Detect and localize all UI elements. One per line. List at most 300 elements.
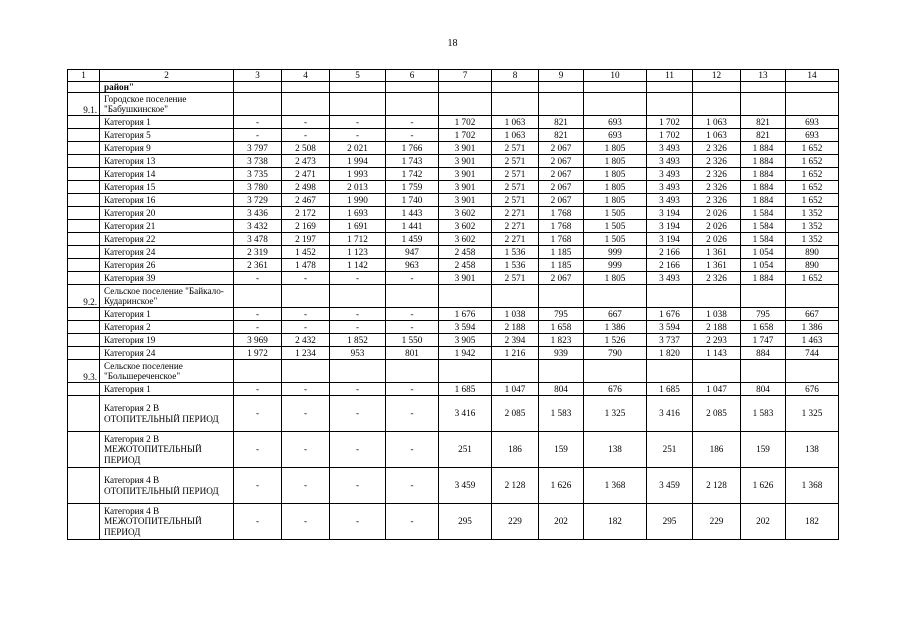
table-cell [282,93,330,116]
table-cell: 1 676 [647,308,693,321]
table-cell: 963 [386,259,439,272]
row-name: Категория 1 [100,308,234,321]
table-cell: 1 352 [786,207,839,220]
table-row [68,129,839,142]
table-cell: 3 432 [234,220,282,233]
table-cell: 2 013 [330,181,386,194]
table-cell [786,360,839,383]
row-number [68,81,100,93]
table-cell: - [386,116,439,129]
table-cell: 1 452 [282,246,330,259]
row-name: Категория 4 В ОТОПИТЕЛЬНЫЙ ПЕРИОД [100,468,234,504]
table-cell: 1 652 [786,155,839,168]
table-cell [539,360,584,383]
table-cell: 2 571 [492,142,539,155]
row-number [68,181,100,194]
table-cell: 667 [786,308,839,321]
table-cell: 2 128 [693,468,741,504]
table-cell: 3 602 [439,233,492,246]
table-cell: 1 584 [741,220,786,233]
table-cell [234,360,282,383]
table-cell: 3 594 [647,321,693,334]
table-cell: - [330,308,386,321]
table-cell: - [386,383,439,396]
table-cell: 1 368 [584,468,647,504]
table-cell: 1 478 [282,259,330,272]
table-cell [539,93,584,116]
table-cell: 947 [386,246,439,259]
table-cell: 159 [539,432,584,468]
table-cell: 202 [741,504,786,540]
table-cell [330,81,386,93]
row-number [68,246,100,259]
table-cell: 1 505 [584,207,647,220]
table-cell [439,285,492,308]
row-number: 9.2. [68,285,100,308]
table-cell: 3 194 [647,220,693,233]
row-name: Сельское поселение "Байкало-Кударинское" [100,285,234,308]
table-cell: 1 583 [741,396,786,432]
table-cell: 3 905 [439,334,492,347]
table-cell: 1 740 [386,194,439,207]
table-cell: 2 326 [693,181,741,194]
table-cell: 1 063 [693,129,741,142]
table-cell: 1 443 [386,207,439,220]
table-cell: 2 026 [693,220,741,233]
table-cell: 1 063 [492,116,539,129]
table-cell: 1 742 [386,168,439,181]
table-cell: 3 735 [234,168,282,181]
table-row [68,383,839,396]
row-name: Категория 24 [100,347,234,360]
table-cell: 2 188 [492,321,539,334]
table-cell: 1 747 [741,334,786,347]
row-number: 9.1. [68,93,100,116]
table-cell [386,360,439,383]
table-cell [330,360,386,383]
table-cell: 295 [439,504,492,540]
table-cell: 3 901 [439,272,492,285]
table-cell: 3 602 [439,220,492,233]
table-cell: 3 459 [647,468,693,504]
row-name: Категория 2 В ОТОПИТЕЛЬНЫЙ ПЕРИОД [100,396,234,432]
table-cell: 999 [584,259,647,272]
table-cell: 1 063 [693,116,741,129]
table-cell: 1 325 [584,396,647,432]
table-cell: 3 493 [647,272,693,285]
table-cell [647,360,693,383]
table-cell: 953 [330,347,386,360]
table-cell: 693 [786,129,839,142]
table-cell: 1 702 [647,129,693,142]
table-cell: - [386,308,439,321]
table-cell: 693 [786,116,839,129]
table-cell: 1 805 [584,194,647,207]
table-cell: 1 459 [386,233,439,246]
table-row [68,220,839,233]
table-row [68,347,839,360]
table-cell: 939 [539,347,584,360]
table-cell: 2 271 [492,207,539,220]
table-cell: - [234,272,282,285]
row-number [68,207,100,220]
table-cell: 3 436 [234,207,282,220]
table-row [68,142,839,155]
table-cell: 804 [539,383,584,396]
table-cell: 744 [786,347,839,360]
table-cell: 1 652 [786,181,839,194]
table-cell: 2 067 [539,194,584,207]
table-cell: - [282,383,330,396]
table-cell: 229 [693,504,741,540]
table-cell: 1 536 [492,246,539,259]
table-cell: 2 067 [539,168,584,181]
table-cell: 2 293 [693,334,741,347]
row-name: Категория 24 [100,246,234,259]
table-cell: - [234,432,282,468]
table-cell [492,93,539,116]
row-number: 9.3. [68,360,100,383]
table-cell: 1 386 [584,321,647,334]
row-number [68,321,100,334]
table-cell: 1 185 [539,259,584,272]
table-cell: 1 820 [647,347,693,360]
table-cell: 884 [741,347,786,360]
table-cell: - [234,504,282,540]
table-cell [693,285,741,308]
table-cell: - [330,129,386,142]
table-cell: 2 085 [492,396,539,432]
table-cell: 2 458 [439,246,492,259]
table-cell: 801 [386,347,439,360]
table-cell: 1 805 [584,272,647,285]
column-header: 5 [330,70,386,82]
table-row [68,155,839,168]
table-cell: 821 [539,116,584,129]
page-number: 18 [447,38,458,49]
table-cell: 3 901 [439,181,492,194]
table-cell: 2 571 [492,272,539,285]
row-name: Категория 39 [100,272,234,285]
row-name: Категория 21 [100,220,234,233]
table-row [68,468,839,504]
table-cell [386,285,439,308]
table-cell: 1 884 [741,272,786,285]
table-cell: 1 652 [786,194,839,207]
table-cell: 1 038 [693,308,741,321]
table-cell: - [386,321,439,334]
table-cell: 2 197 [282,233,330,246]
table-cell [786,93,839,116]
table-cell: 890 [786,259,839,272]
column-header: 13 [741,70,786,82]
table-cell: 1 143 [693,347,741,360]
table-row [68,396,839,432]
row-name: Категория 2 [100,321,234,334]
column-header: 4 [282,70,330,82]
table-cell: 1 768 [539,207,584,220]
table-cell [330,93,386,116]
table-cell: 2 271 [492,233,539,246]
table-cell [693,93,741,116]
table-row [68,432,839,468]
table-cell: 3 478 [234,233,282,246]
table-cell: 2 326 [693,168,741,181]
table-cell: 3 594 [439,321,492,334]
table-cell: 3 493 [647,142,693,155]
table-cell: 1 884 [741,194,786,207]
table-cell: 2 172 [282,207,330,220]
table-cell: 2 471 [282,168,330,181]
table-cell: - [386,129,439,142]
table-row [68,233,839,246]
table-cell: 676 [786,383,839,396]
table-cell: 821 [741,116,786,129]
row-name: Категория 1 [100,383,234,396]
table-cell: 3 737 [647,334,693,347]
row-number [68,116,100,129]
row-number [68,396,100,432]
table-cell: 182 [786,504,839,540]
table-row [68,81,839,93]
table-cell: 1 505 [584,220,647,233]
table-cell: 1 652 [786,272,839,285]
column-header: 11 [647,70,693,82]
row-name: Категория 5 [100,129,234,142]
table-cell: - [282,396,330,432]
table-cell [786,81,839,93]
column-header: 12 [693,70,741,82]
column-header: 3 [234,70,282,82]
table-cell: 1 536 [492,259,539,272]
table-cell [282,81,330,93]
table-cell: - [282,308,330,321]
table-cell: 3 780 [234,181,282,194]
table-row [68,116,839,129]
table-cell: 1 693 [330,207,386,220]
column-header: 2 [100,70,234,82]
table-cell: 1 994 [330,155,386,168]
table-cell [492,360,539,383]
table-cell: - [282,432,330,468]
table-cell: - [282,468,330,504]
table-cell: 1 361 [693,259,741,272]
table-row [68,321,839,334]
table-cell: 1 676 [439,308,492,321]
table-cell: 693 [584,129,647,142]
table-cell: 1 702 [647,116,693,129]
row-name: Категория 1 [100,116,234,129]
table-cell: 1 759 [386,181,439,194]
table-cell: 186 [693,432,741,468]
table-cell [439,360,492,383]
table-cell: 1 652 [786,168,839,181]
row-number [68,142,100,155]
table-cell: 2 571 [492,181,539,194]
table-cell: - [330,272,386,285]
table-cell [647,93,693,116]
table-cell [234,93,282,116]
table-cell: 1 550 [386,334,439,347]
table-cell: 251 [647,432,693,468]
row-name: Категория 4 В МЕЖОТОПИТЕЛЬНЫЙ ПЕРИОД [100,504,234,540]
table-cell [439,93,492,116]
table-cell: 1 691 [330,220,386,233]
table-cell: 821 [741,129,786,142]
table-cell: 1 990 [330,194,386,207]
table-cell: 1 685 [439,383,492,396]
table-cell: 1 142 [330,259,386,272]
table-cell: 3 901 [439,155,492,168]
table-cell: - [386,272,439,285]
table-cell: 1 884 [741,142,786,155]
table-cell [492,81,539,93]
table-cell [330,285,386,308]
row-name: Городское поселение "Бабушкинское" [100,93,234,116]
table-cell: 3 797 [234,142,282,155]
table-cell: 1 972 [234,347,282,360]
table-cell: 295 [647,504,693,540]
table-cell: 3 493 [647,194,693,207]
table-cell: 1 626 [741,468,786,504]
table-cell: 1 702 [439,116,492,129]
table-cell: 1 368 [786,468,839,504]
table-row [68,207,839,220]
table-cell: 1 652 [786,142,839,155]
table-cell: - [282,504,330,540]
row-name: Категория 22 [100,233,234,246]
table-cell: 3 194 [647,233,693,246]
column-header: 9 [539,70,584,82]
table-cell: 3 901 [439,194,492,207]
row-number [68,129,100,142]
table-cell: 2 458 [439,259,492,272]
table-cell: 1 361 [693,246,741,259]
table-cell: 1 805 [584,168,647,181]
table-cell: 3 459 [439,468,492,504]
table-cell [282,360,330,383]
table-cell: 890 [786,246,839,259]
tariff-table [67,69,839,540]
table-cell: 1 852 [330,334,386,347]
table-cell: 2 571 [492,168,539,181]
table-cell: 1 054 [741,259,786,272]
row-number [68,334,100,347]
table-cell: 2 326 [693,155,741,168]
table-cell: - [282,116,330,129]
table-cell: 3 416 [439,396,492,432]
column-number-row [68,70,839,82]
table-row [68,285,839,308]
table-cell: 1 743 [386,155,439,168]
table-cell: - [234,396,282,432]
table-cell: 3 602 [439,207,492,220]
table-row [68,93,839,116]
table-cell [584,81,647,93]
table-row [68,246,839,259]
table-cell: 2 026 [693,233,741,246]
table-cell: 1 463 [786,334,839,347]
table-cell: 1 626 [539,468,584,504]
column-header: 10 [584,70,647,82]
row-name: Категория 20 [100,207,234,220]
table-cell: 1 038 [492,308,539,321]
table-cell: 2 128 [492,468,539,504]
table-cell: 1 712 [330,233,386,246]
table-cell: 1 441 [386,220,439,233]
table-cell: 790 [584,347,647,360]
table-cell: 1 685 [647,383,693,396]
row-number [68,504,100,540]
table-cell: - [386,468,439,504]
table-cell: 3 901 [439,168,492,181]
table-cell: 3 416 [647,396,693,432]
table-cell: 1 993 [330,168,386,181]
table-cell [647,285,693,308]
table-cell: 804 [741,383,786,396]
table-cell: 2 467 [282,194,330,207]
table-cell: 2 432 [282,334,330,347]
row-number [68,259,100,272]
table-cell: 667 [584,308,647,321]
table-cell: 1 063 [492,129,539,142]
table-cell: - [330,504,386,540]
table-cell: 182 [584,504,647,540]
table-cell: - [330,468,386,504]
table-cell: 1 583 [539,396,584,432]
table-cell: 251 [439,432,492,468]
table-cell: - [282,272,330,285]
table-cell: 1 584 [741,233,786,246]
table-cell: 1 352 [786,220,839,233]
table-cell: - [282,321,330,334]
row-name: Категория 13 [100,155,234,168]
row-number [68,155,100,168]
table-cell: 3 493 [647,155,693,168]
table-cell: 2 271 [492,220,539,233]
table-cell: 2 361 [234,259,282,272]
table-cell [539,81,584,93]
table-cell: 1 185 [539,246,584,259]
table-cell: 138 [584,432,647,468]
table-cell: 1 702 [439,129,492,142]
table-cell: 1 658 [539,321,584,334]
table-cell: 1 766 [386,142,439,155]
table-cell: 3 194 [647,207,693,220]
table-cell [492,285,539,308]
table-cell [439,81,492,93]
row-number [68,468,100,504]
table-cell: 229 [492,504,539,540]
table-row [68,194,839,207]
table-cell: 2 508 [282,142,330,155]
table-cell: - [234,321,282,334]
row-number [68,432,100,468]
table-cell [386,81,439,93]
table-cell: - [234,129,282,142]
row-name: район" [100,81,234,93]
table-cell: 3 493 [647,168,693,181]
row-name: Категория 9 [100,142,234,155]
table-cell: 2 326 [693,142,741,155]
table-cell [234,285,282,308]
table-cell: 1 884 [741,155,786,168]
table-cell [539,285,584,308]
table-cell: 2 026 [693,207,741,220]
row-number [68,383,100,396]
table-cell: 1 352 [786,233,839,246]
row-name: Категория 19 [100,334,234,347]
